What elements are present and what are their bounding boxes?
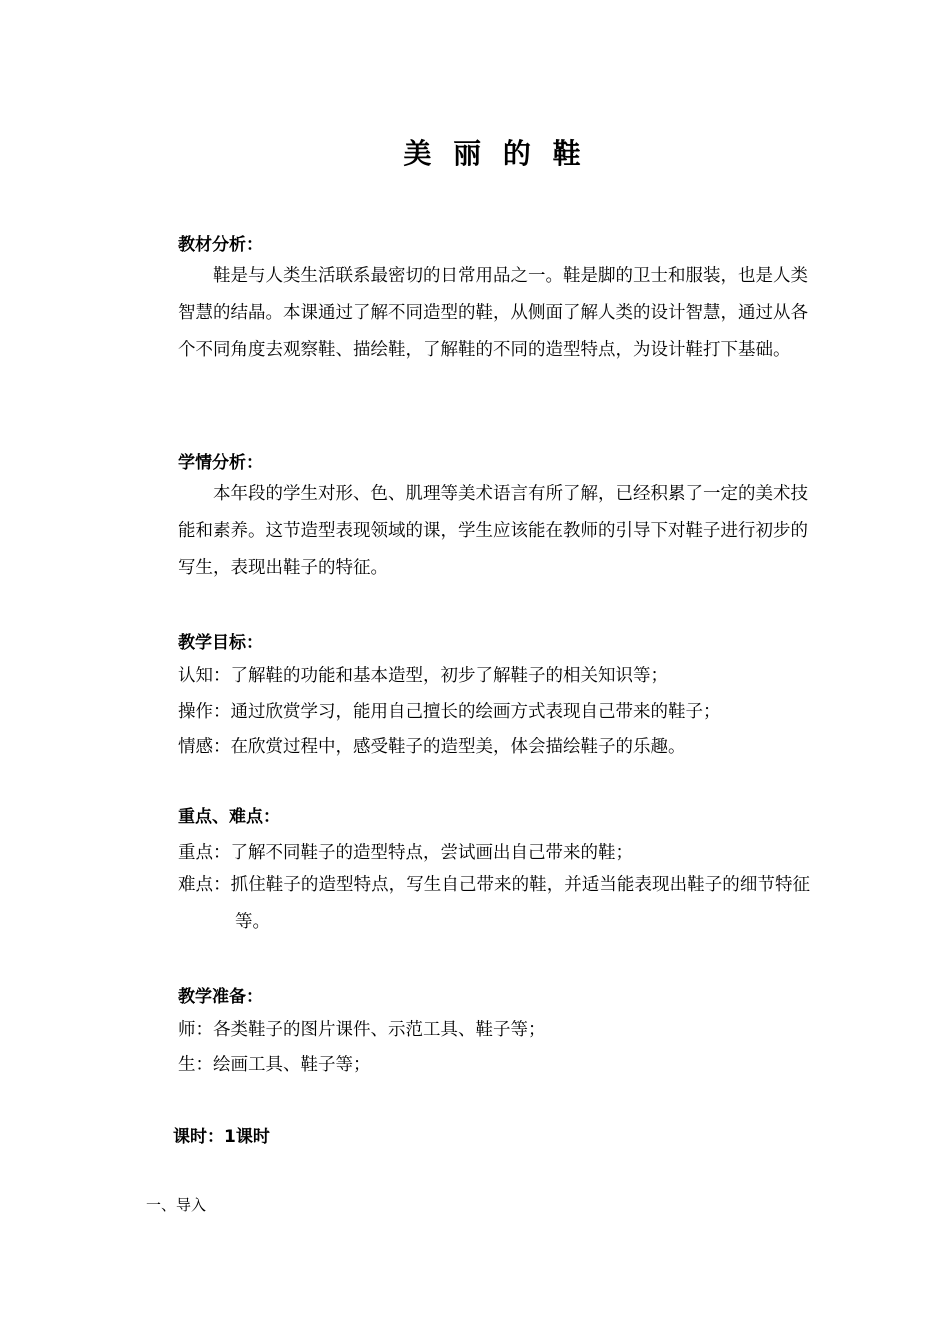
keypoint-focus: 重点：了解不同鞋子的造型特点，尝试画出自己带来的鞋； — [178, 843, 633, 863]
goal-cognition: 认知：了解鞋的功能和基本造型，初步了解鞋子的相关知识等； — [178, 666, 668, 686]
keypoints-heading: 重点、难点： — [178, 807, 280, 827]
goal-operation: 操作：通过欣赏学习，能用自己擅长的绘画方式表现自己带来的鞋子； — [178, 702, 721, 722]
prep-teacher: 师：各类鞋子的图片课件、示范工具、鞋子等； — [178, 1020, 546, 1040]
student-analysis-heading: 学情分析： — [178, 453, 263, 473]
keypoint-difficulty: 难点：抓住鞋子的造型特点，写生自己带来的鞋，并适当能表现出鞋子的细节特征等。 — [178, 875, 810, 932]
material-analysis-heading: 教材分析： — [178, 235, 263, 255]
prep-student: 生：绘画工具、鞋子等； — [178, 1055, 371, 1075]
class-hours-heading: 课时：1课时 — [173, 1127, 270, 1147]
student-analysis-body: 本年段的学生对形、色、肌理等美术语言有所了解，已经积累了一定的美术技能和素养。这节造型表现领域的课，学生应该能在教师的引导下对鞋子进行初步的写生，表现出鞋子的特征。 — [178, 484, 808, 578]
teaching-prep-heading: 教学准备： — [178, 987, 263, 1007]
teaching-goals-heading: 教学目标： — [178, 633, 263, 653]
goal-emotion: 情感：在欣赏过程中，感受鞋子的造型美，体会描绘鞋子的乐趣。 — [178, 737, 686, 757]
material-analysis-body: 鞋是与人类生活联系最密切的日常用品之一。鞋是脚的卫士和服装，也是人类智慧的结晶。本课通过了解不同造型的鞋，从侧面了解人类的设计智慧，通过从各个不同角度去观察鞋、描绘鞋，了解鞋的不同的造型特点，为设计鞋打下基础。 — [178, 266, 808, 360]
page-title: 美 丽 的 鞋 — [403, 137, 587, 170]
section-intro-heading: 一、导入 — [146, 1196, 207, 1214]
